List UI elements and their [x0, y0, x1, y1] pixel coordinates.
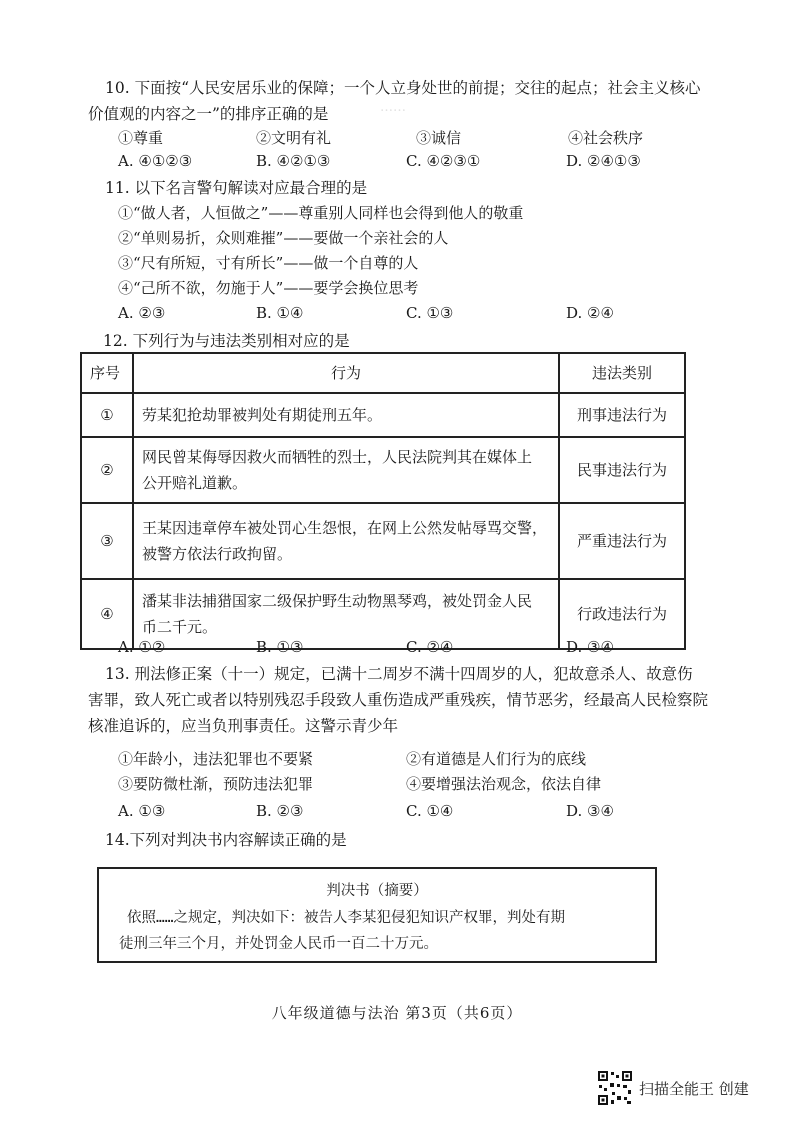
q11-option-c[interactable]: C. ①③: [406, 304, 454, 322]
q13-option-b[interactable]: B. ②③: [256, 802, 304, 820]
q10-stem-line1: 10. 下面按“人民安居乐业的保障；一个人立身处世的前提；交往的起点；社会主义核心: [105, 79, 701, 97]
q13-stem-line3: 核准追诉的，应当负刑事责任。这警示青少年: [88, 717, 399, 735]
q13-stem-line2: 害罪，致人死亡或者以特别残忍手段致人重伤造成严重残疾，情节恶劣，经最高人民检察院: [88, 691, 709, 709]
q11-option-d[interactable]: D. ②④: [566, 304, 614, 322]
row-behavior-line2: 公开赔礼道歉。: [142, 474, 248, 492]
q11-item-4: ④“己所不欲，勿施于人”——要学会换位思考: [118, 279, 419, 297]
q11-item-3: ③“尺有所短，寸有所长”——做一个自尊的人: [118, 254, 419, 272]
page-footer: 八年级道德与法治 第3页（共6页）: [271, 1004, 523, 1022]
q13-item-1: ①年龄小，违法犯罪也不要紧: [118, 750, 314, 768]
row-number: ①: [81, 393, 133, 437]
table-header-row: [81, 353, 685, 393]
row-behavior-line1: 王某因违章停车被处罚心生怨恨，在网上公然发帖辱骂交警，: [142, 519, 548, 537]
q13-option-c[interactable]: C. ①④: [406, 802, 454, 820]
row-violation-type: 严重违法行为: [559, 503, 685, 579]
header-number: 序号: [81, 353, 133, 393]
row-violation-type: 民事违法行为: [559, 437, 685, 503]
q13-option-d[interactable]: D. ③④: [566, 802, 614, 820]
row-behavior: [133, 393, 559, 437]
ruling-body: [119, 905, 639, 957]
row-behavior-line1: 潘某非法捕猎国家二级保护野生动物黑琴鸡，被处罚金人民: [142, 592, 533, 610]
q10-stem-line2: 价值观的内容之一”的排序正确的是: [88, 105, 329, 123]
row-number: ④: [81, 579, 133, 649]
row-violation-type: 行政违法行为: [559, 579, 685, 649]
row-violation-type: 刑事违法行为: [559, 393, 685, 437]
q11-stem: 11. 以下名言警句解读对应最合理的是: [105, 179, 368, 197]
header-behavior: 行为: [133, 353, 559, 393]
q12-option-a[interactable]: A. ①②: [118, 638, 166, 656]
scanner-watermark: [597, 1070, 785, 1116]
q11-item-2: ②“单则易折，众则难摧”——要做一个亲社会的人: [118, 229, 449, 247]
q13-item-4: ④要增强法治观念，依法自律: [406, 775, 602, 793]
q12-option-b[interactable]: B. ①③: [256, 638, 304, 656]
q14-stem: 14.下列对判决书内容解读正确的是: [105, 831, 347, 849]
q10-option-b[interactable]: B. ④②①③: [256, 152, 331, 170]
row-behavior: [133, 503, 559, 579]
table-row: [81, 437, 685, 503]
q13-item-3: ③要防微杜渐，预防违法犯罪: [118, 775, 314, 793]
q11-option-b[interactable]: B. ①④: [256, 304, 304, 322]
q12-option-c[interactable]: C. ②④: [406, 638, 454, 656]
q10-option-c[interactable]: C. ④②③①: [406, 152, 481, 170]
violation-table: [80, 352, 686, 650]
row-behavior-line1: 网民曾某侮辱因救火而牺牲的烈士，人民法院判其在媒体上: [142, 448, 533, 466]
q10-item-1: ①尊重: [118, 129, 164, 147]
ruling-title: 判决书（摘要）: [326, 883, 428, 899]
row-behavior-line1: 劳某犯抢劫罪被判处有期徒刑五年。: [142, 406, 383, 424]
row-behavior: [133, 437, 559, 503]
q12-option-d[interactable]: D. ③④: [566, 638, 614, 656]
row-behavior: [133, 579, 559, 649]
q10-option-d[interactable]: D. ②④①③: [566, 152, 641, 170]
q13-item-2: ②有道德是人们行为的底线: [406, 750, 587, 768]
q11-item-1: ①“做人者，人恒做之”——尊重别人同样也会得到他人的敬重: [118, 204, 524, 222]
row-behavior-line2: 币二千元。: [142, 618, 218, 636]
q10-item-3: ③诚信: [416, 129, 462, 147]
scanner-label: 扫描全能王 创建: [639, 1080, 749, 1098]
q13-option-a[interactable]: A. ①③: [118, 802, 166, 820]
q10-option-a[interactable]: A. ④①②③: [118, 152, 193, 170]
q10-item-2: ②文明有礼: [256, 129, 332, 147]
row-number: ③: [81, 503, 133, 579]
table-row: [81, 393, 685, 437]
bleed-through: ……: [380, 100, 406, 115]
q12-stem: 12. 下列行为与违法类别相对应的是: [103, 332, 350, 350]
ruling-excerpt-box: [97, 867, 657, 963]
ruling-line2: 徒刑三年三个月，并处罚金人民币一百二十万元。: [119, 936, 438, 952]
table-row: [81, 503, 685, 579]
q13-stem-line1: 13. 刑法修正案（十一）规定，已满十二周岁不满十四周岁的人，犯故意杀人、故意伤: [105, 665, 693, 683]
q10-item-4: ④社会秩序: [568, 129, 644, 147]
row-behavior-line2: 被警方依法行政拘留。: [142, 545, 293, 563]
row-number: ②: [81, 437, 133, 503]
q11-option-a[interactable]: A. ②③: [118, 304, 166, 322]
qr-code-icon: [597, 1070, 633, 1106]
header-violation-type: 违法类别: [559, 353, 685, 393]
ruling-line1: 依照……之规定，判决如下：被告人李某犯侵犯知识产权罪，判处有期: [127, 910, 565, 926]
